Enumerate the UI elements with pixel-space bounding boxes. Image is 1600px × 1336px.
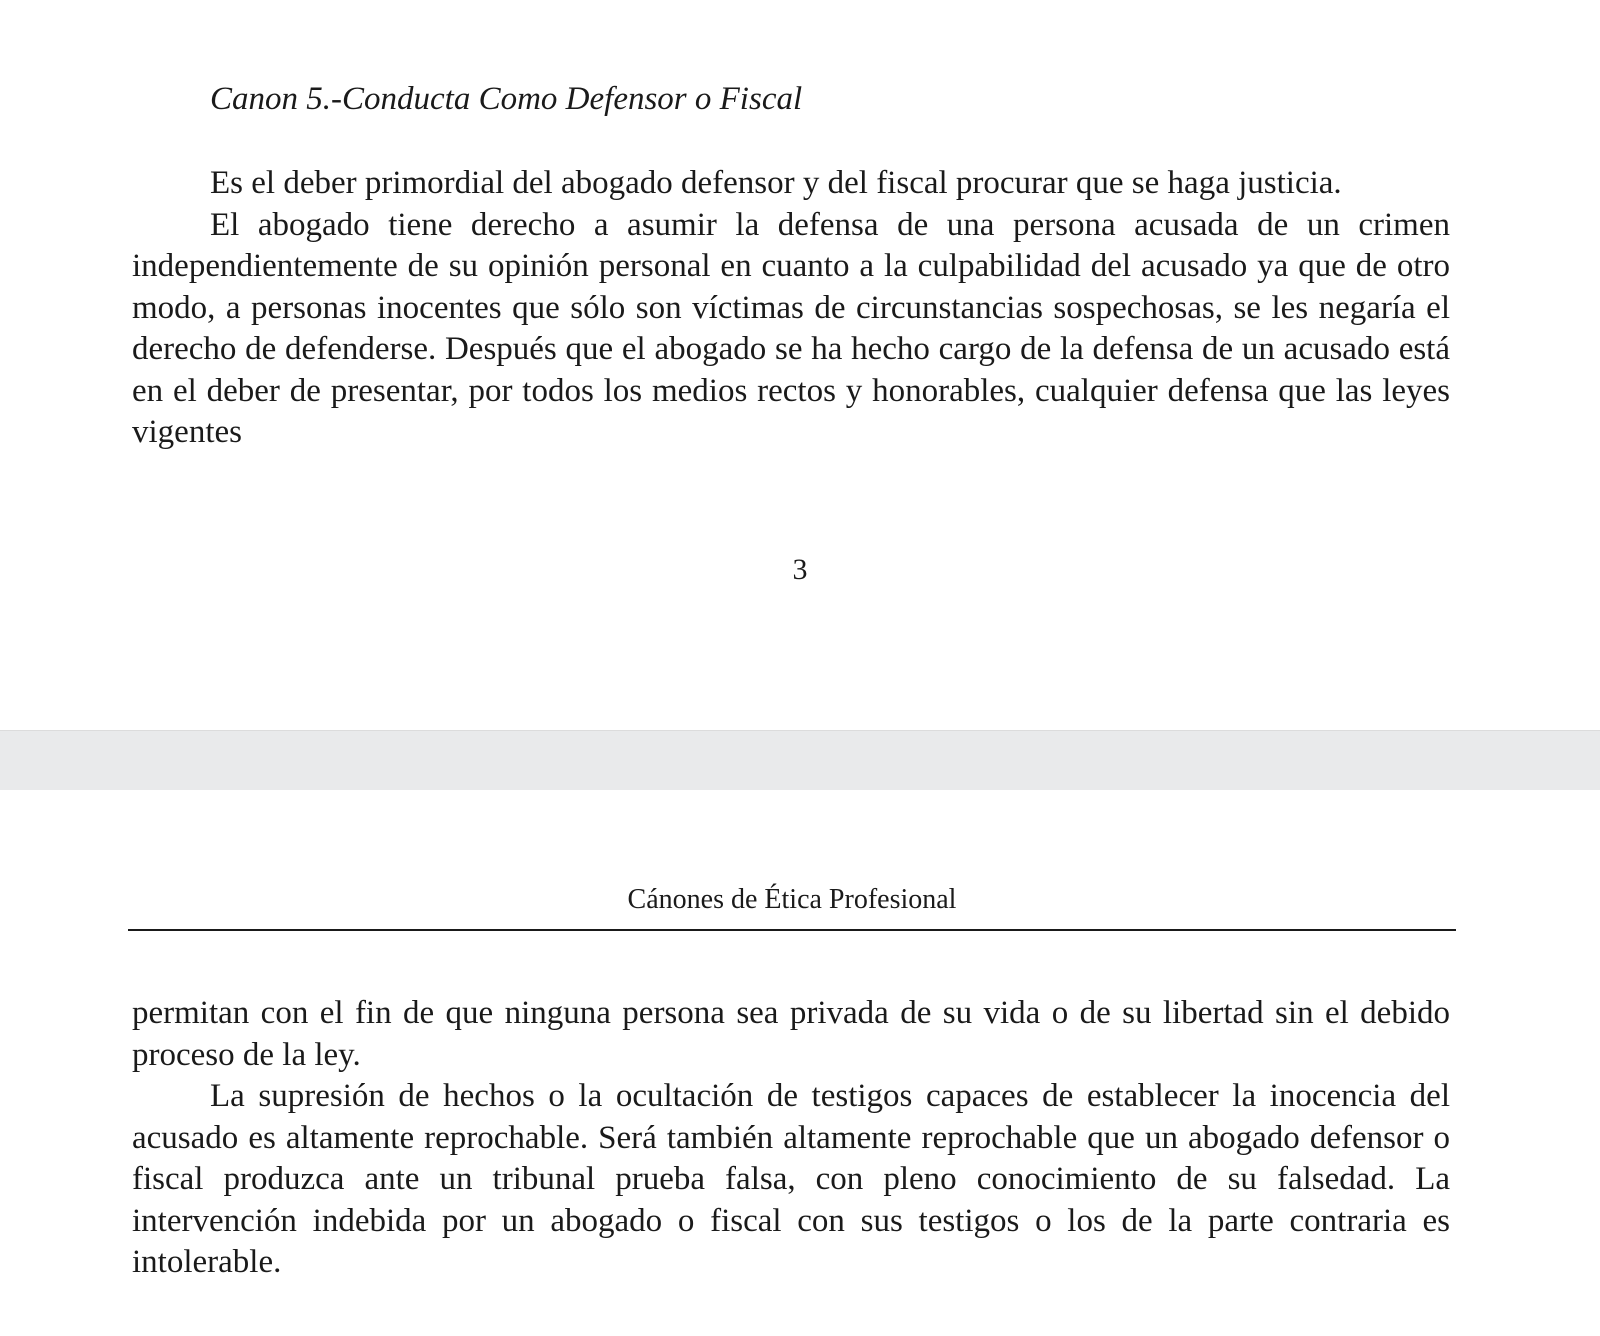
page-number: 3 [792, 553, 808, 586]
page-4-body [132, 993, 1450, 1284]
canon-title: Canon 5.-Conducta Como Defensor o Fiscal [210, 81, 803, 117]
header-rule [128, 929, 1456, 931]
paragraph: La supresión de hechos o la ocultación de testigos capaces de establecer la inocencia del acusado es altamente reprochable. Será también altamente reprochable que un abogado defensor o fiscal produzca ante un tribunal prueba falsa, con pleno conocimiento de su falsedad. La intervención indebida por un abogado o fiscal con sus testigos o los de la parte contraria es intolerable. [132, 1078, 1450, 1280]
page-3-body [132, 163, 1450, 454]
paragraph-continuation: permitan con el fin de que ninguna persona sea privada de su vida o de su libertad sin el debido proceso de la ley. [132, 995, 1450, 1073]
document-page-4 [0, 790, 1600, 1336]
paragraph: Es el deber primordial del abogado defensor y del fiscal procurar que se haga justicia. [210, 165, 1342, 201]
page-separator [0, 730, 1600, 792]
running-header: Cánones de Ética Profesional [627, 884, 957, 915]
paragraph: El abogado tiene derecho a asumir la defensa de una persona acusada de un crimen independientemente de su opinión personal en cuanto a la culpabilidad del acusado ya que de otro modo, a personas inocentes que sólo son víctimas de circunstancias sospechosas, se les negaría el derecho de defenderse. Después que el abogado se ha hecho cargo de la defensa de un acusado está en el deber de presentar, por todos los medios rectos y honorables, cualquier defensa que las leyes vigentes [132, 206, 1450, 450]
